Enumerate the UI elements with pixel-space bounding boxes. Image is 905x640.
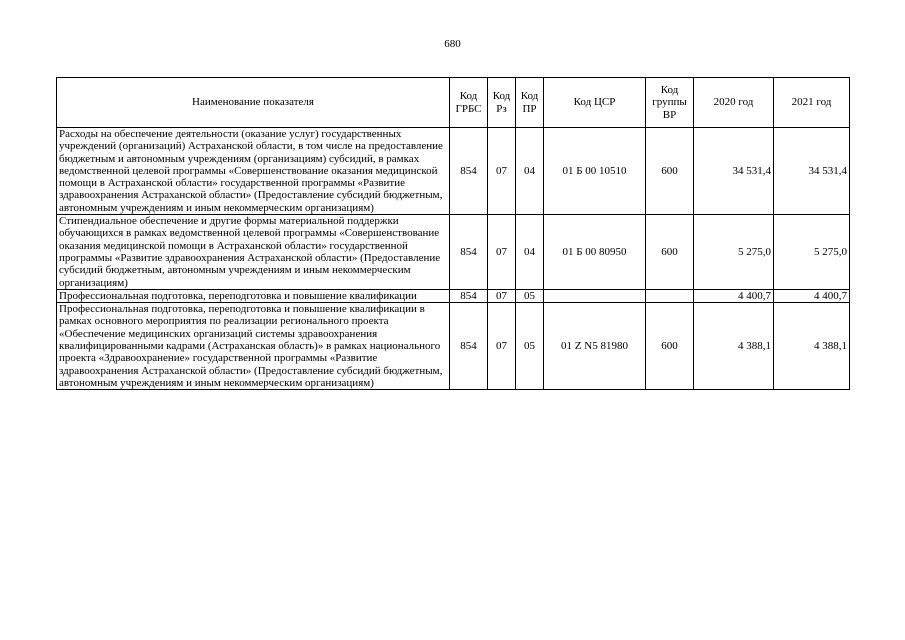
header-2021: 2021 год [774,78,850,128]
row-2021: 5 275,0 [774,215,850,290]
row-pr: 05 [516,303,544,390]
table-row [57,303,850,390]
row-vr [646,289,694,302]
header-grbs: Код ГРБС [450,78,488,128]
header-rz: Код Рз [488,78,516,128]
row-2020: 34 531,4 [694,128,774,215]
row-2020: 4 400,7 [694,289,774,302]
row-name: Расходы на обеспечение деятельности (оказание услуг) государственных учреждений (организаций) Астраханской области, в том числе на предоставление бюджетным и автономным учреждениям (организациям) субсидий, в рамках ведомственной целевой программы «Совершенствование оказания медицинской помощи в Астраханской области» государственной программы «Развитие здравоохранения Астраханской области» (Предоставление субсидий бюджетным, автономным учреждениям и иным некоммерческим организациям) [57,128,450,215]
table-header-row [57,78,850,128]
row-2021: 4 388,1 [774,303,850,390]
row-2021: 4 400,7 [774,289,850,302]
table-row [57,289,850,302]
row-csr: 01 Б 00 80950 [544,215,646,290]
row-name: Профессиональная подготовка, переподготовка и повышение квалификации в рамках основного мероприятия по реализации регионального проекта «Обеспечение медицинских организаций системы здравоохранения квалифицированными кадрами (Астраханская область)» в рамках национального проекта «Здравоохранение» государственной программы «Развитие здравоохранения Астраханской области» (Предоставление субсидий бюджетным, автономным учреждениям и иным некоммерческим организациям) [57,303,450,390]
row-vr: 600 [646,303,694,390]
row-csr: 01 Б 00 10510 [544,128,646,215]
header-2020: 2020 год [694,78,774,128]
table-row [57,215,850,290]
row-pr: 05 [516,289,544,302]
header-vr: Код группы ВР [646,78,694,128]
row-pr: 04 [516,215,544,290]
row-grbs: 854 [450,128,488,215]
row-rz: 07 [488,289,516,302]
row-2020: 4 388,1 [694,303,774,390]
row-2021: 34 531,4 [774,128,850,215]
row-name: Профессиональная подготовка, переподготовка и повышение квалификации [57,289,450,302]
row-grbs: 854 [450,303,488,390]
row-csr [544,289,646,302]
row-rz: 07 [488,303,516,390]
page-number: 680 [444,38,461,50]
header-pr: Код ПР [516,78,544,128]
row-rz: 07 [488,215,516,290]
budget-table [56,77,850,390]
header-csr: Код ЦСР [544,78,646,128]
row-rz: 07 [488,128,516,215]
row-vr: 600 [646,128,694,215]
row-name: Стипендиальное обеспечение и другие формы материальной поддержки обучающихся в рамках ведомственной целевой программы «Совершенствование оказания медицинской помощи в Астраханской области» государственной программы «Развитие здравоохранения Астраханской области» (Предоставление субсидий бюджетным, автономным учреждениям и иным некоммерческим организациям) [57,215,450,290]
row-vr: 600 [646,215,694,290]
row-grbs: 854 [450,215,488,290]
row-csr: 01 Z N5 81980 [544,303,646,390]
row-grbs: 854 [450,289,488,302]
row-2020: 5 275,0 [694,215,774,290]
row-pr: 04 [516,128,544,215]
table-row [57,128,850,215]
header-name: Наименование показателя [57,78,450,128]
